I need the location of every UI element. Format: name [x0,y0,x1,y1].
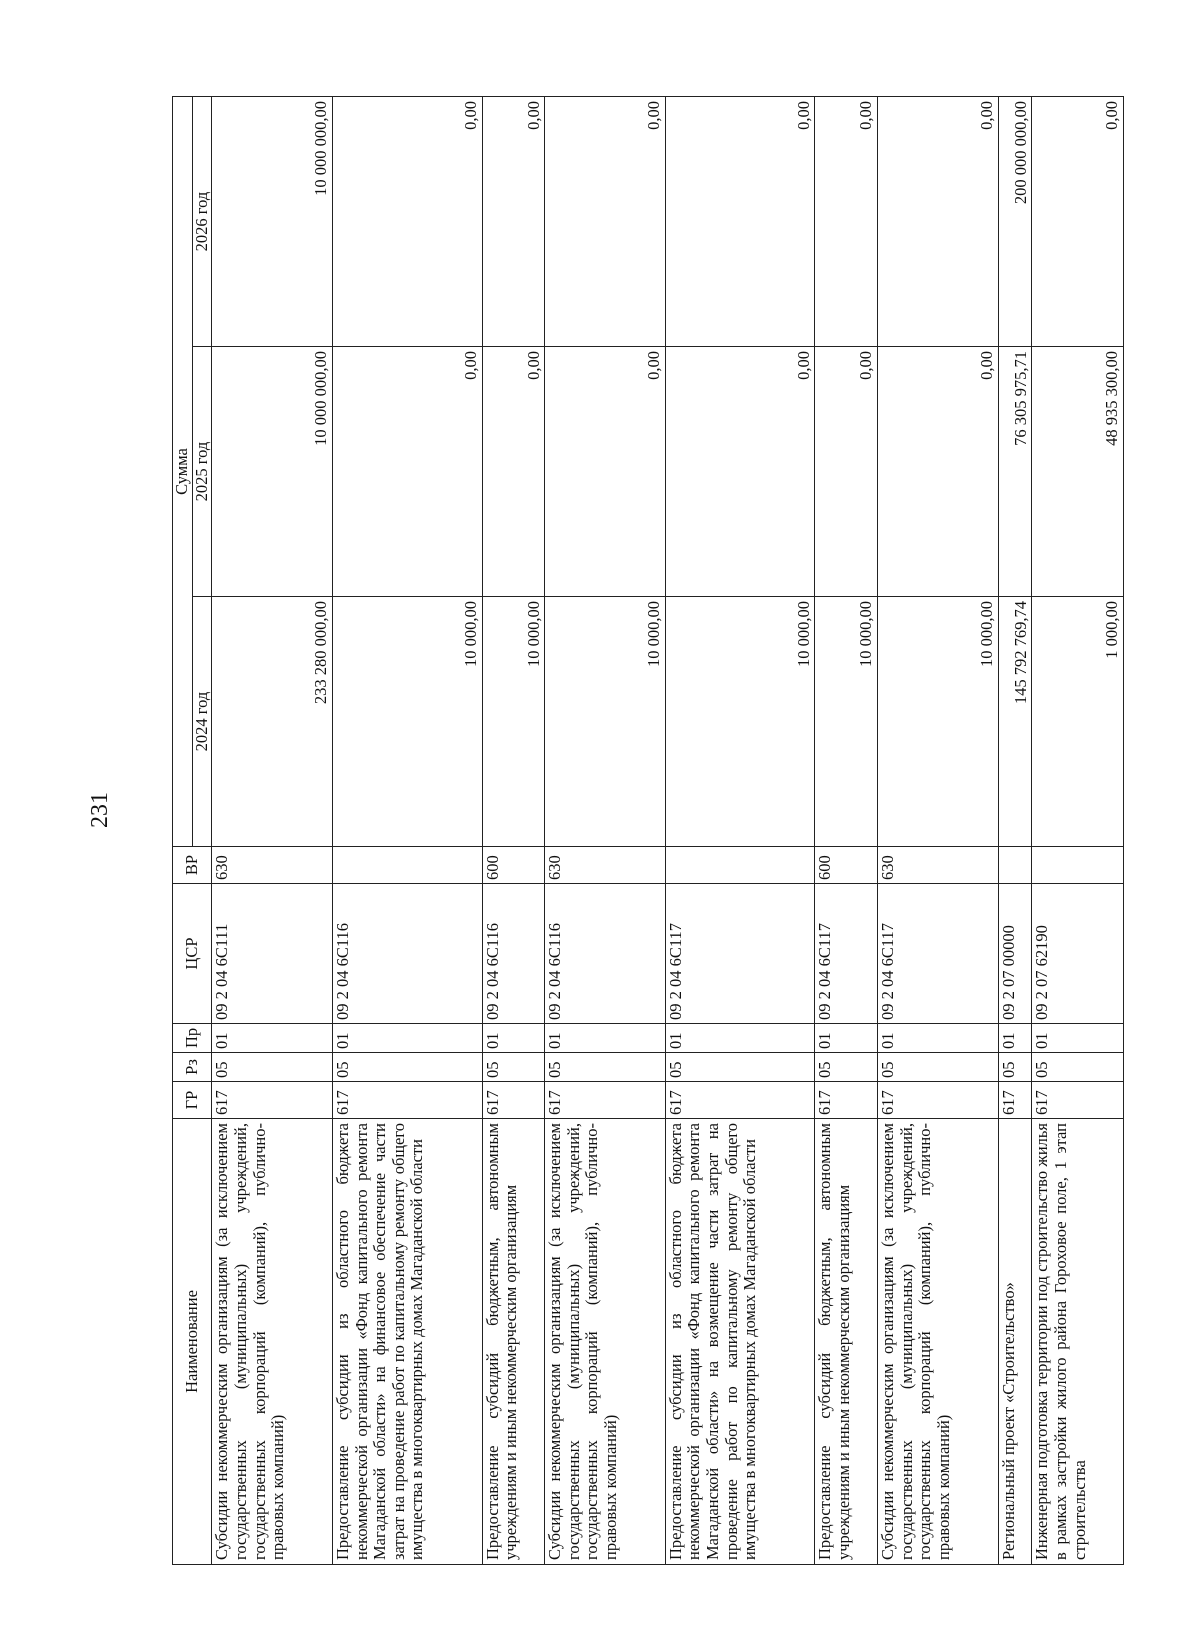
table-row [815,96,878,1564]
row-csr: 09 2 04 6С116 [332,884,482,1024]
row-csr: 09 2 04 6С116 [482,884,545,1024]
row-pr: 01 [482,1024,545,1053]
row-pr: 01 [212,1024,333,1053]
row-sum-2025: 48 935 300,00 [1032,347,1124,597]
row-sum-2025: 0,00 [878,347,999,597]
row-rz: 05 [878,1053,999,1082]
row-name: Предоставление субсидии из областного бюджета некоммерческой организации «Фонд капитального ремонта Магаданской области» на финансовое обеспечение части затрат на проведение работ по капитальному ремонту общего имущества в многоквартирных домах Магаданской области [332,1119,482,1565]
row-sum-2024: 10 000,00 [332,597,482,847]
row-sum-2025: 10 000 000,00 [212,347,333,597]
row-vr [665,847,815,884]
row-name: Предоставление субсидий бюджетным, автономным учреждениям и иным некоммерческим организациям [815,1119,878,1565]
row-sum-2026: 0,00 [665,96,815,346]
row-sum-2024: 10 000,00 [878,597,999,847]
row-name: Субсидии некоммерческим организациям (за исключением государственных (муниципальных) учреждений, государственных корпораций (компаний), публично-правовых компаний) [878,1119,999,1565]
row-sum-2024: 145 792 769,74 [998,597,1032,847]
row-name: Предоставление субсидий бюджетным, автономным учреждениям и иным некоммерческим организациям [482,1119,545,1565]
row-sum-2025: 0,00 [665,347,815,597]
row-csr: 09 2 04 6С116 [545,884,666,1024]
row-vr [332,847,482,884]
rotated-table-frame [172,97,1124,1565]
row-sum-2026: 200 000 000,00 [998,96,1032,346]
row-sum-2024: 10 000,00 [545,597,666,847]
row-csr: 09 2 07 62190 [1032,884,1124,1024]
row-csr: 09 2 04 6С117 [665,884,815,1024]
row-rz: 05 [998,1053,1032,1082]
row-rz: 05 [482,1053,545,1082]
row-gr: 617 [878,1082,999,1119]
table-row [212,96,333,1564]
row-name: Предоставление субсидии из областного бюджета некоммерческой организации «Фонд капитального ремонта Магаданской области» на возмещение части затрат на проведение работ по капитальному ремонту общего имущества в многоквартирных домах Магаданской области [665,1119,815,1565]
row-gr: 617 [545,1082,666,1119]
row-sum-2025: 0,00 [482,347,545,597]
row-csr: 09 2 07 00000 [998,884,1032,1024]
row-name: Субсидии некоммерческим организациям (за исключением государственных (муниципальных) учреждений, государственных корпораций (компаний), публично-правовых компаний) [545,1119,666,1565]
table-row [545,96,666,1564]
row-sum-2026: 0,00 [332,96,482,346]
row-pr: 01 [332,1024,482,1053]
row-csr: 09 2 04 6С117 [878,884,999,1024]
header-2024: 2024 год [192,597,212,847]
header-csr: ЦСР [173,884,212,1024]
row-name: Субсидии некоммерческим организациям (за исключением государственных (муниципальных) учреждений, государственных корпораций (компаний), публично-правовых компаний) [212,1119,333,1565]
row-pr: 01 [815,1024,878,1053]
row-sum-2025: 0,00 [545,347,666,597]
header-name: Наименование [173,1119,212,1565]
table-row [878,96,999,1564]
table-row [332,96,482,1564]
row-csr: 09 2 04 6С111 [212,884,333,1024]
row-sum-2026: 0,00 [878,96,999,346]
row-vr: 600 [815,847,878,884]
row-sum-2024: 10 000,00 [482,597,545,847]
row-rz: 05 [545,1053,666,1082]
budget-table-container [172,97,1124,1565]
row-gr: 617 [665,1082,815,1119]
row-sum-2024: 233 280 000,00 [212,597,333,847]
row-rz: 05 [665,1053,815,1082]
row-name: Инженерная подготовка территории под строительство жилья в рамках застройки жилого района Гороховое поле, 1 этап строительства [1032,1119,1124,1565]
header-pr: Пр [173,1024,212,1053]
row-sum-2026: 0,00 [815,96,878,346]
header-gr: ГР [173,1082,212,1119]
row-gr: 617 [212,1082,333,1119]
row-pr: 01 [665,1024,815,1053]
row-name: Региональный проект «Строительство» [998,1119,1032,1565]
row-vr: 630 [878,847,999,884]
header-sum: Сумма [173,96,193,846]
header-vr: ВР [173,847,212,884]
table-row [998,96,1032,1564]
row-vr: 600 [482,847,545,884]
row-gr: 617 [998,1082,1032,1119]
table-header-row-1 [173,96,193,1564]
row-pr: 01 [545,1024,666,1053]
row-sum-2026: 0,00 [482,96,545,346]
row-gr: 617 [1032,1082,1124,1119]
row-sum-2025: 76 305 975,71 [998,347,1032,597]
row-pr: 01 [1032,1024,1124,1053]
budget-table [172,96,1124,1565]
row-sum-2024: 10 000,00 [665,597,815,847]
row-gr: 617 [332,1082,482,1119]
row-sum-2025: 0,00 [332,347,482,597]
table-row [482,96,545,1564]
row-sum-2024: 1 000,00 [1032,597,1124,847]
row-vr: 630 [545,847,666,884]
row-vr [1032,847,1124,884]
header-2026: 2026 год [192,96,212,346]
row-rz: 05 [212,1053,333,1082]
row-sum-2025: 0,00 [815,347,878,597]
row-sum-2026: 0,00 [545,96,666,346]
row-sum-2026: 10 000 000,00 [212,96,333,346]
row-pr: 01 [998,1024,1032,1053]
page-number: 231 [87,792,113,828]
row-gr: 617 [482,1082,545,1119]
row-vr [998,847,1032,884]
table-row [665,96,815,1564]
row-gr: 617 [815,1082,878,1119]
row-rz: 05 [332,1053,482,1082]
row-sum-2026: 0,00 [1032,96,1124,346]
row-rz: 05 [1032,1053,1124,1082]
row-sum-2024: 10 000,00 [815,597,878,847]
row-vr: 630 [212,847,333,884]
header-2025: 2025 год [192,347,212,597]
row-csr: 09 2 04 6С117 [815,884,878,1024]
table-row [1032,96,1124,1564]
row-pr: 01 [878,1024,999,1053]
row-rz: 05 [815,1053,878,1082]
header-rz: Рз [173,1053,212,1082]
